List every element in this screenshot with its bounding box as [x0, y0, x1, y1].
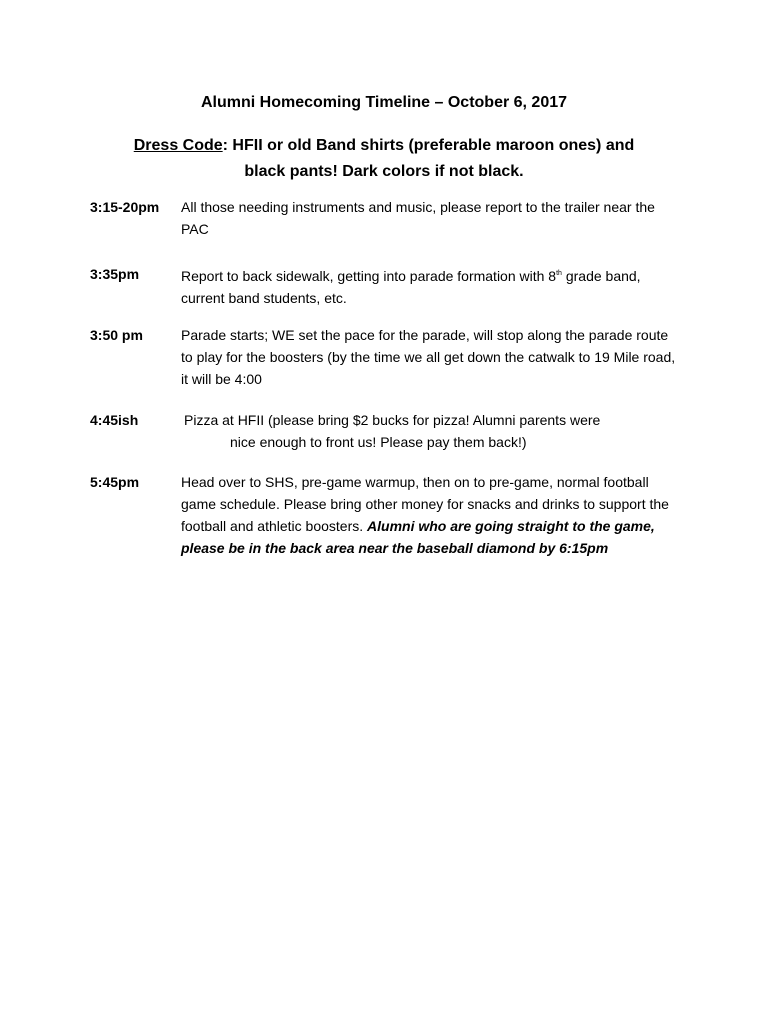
- entry-time: 5:45pm: [90, 474, 140, 490]
- entry-text-part: grade band, current band students, etc.: [181, 268, 641, 306]
- entry-text-part: Head over to SHS, pre-game warmup, then on to pre-game, normal football game schedule. Please bring other money for snacks and drinks to support the football and athletic boosters.: [181, 474, 669, 534]
- entry-description: [181, 471, 681, 559]
- entry-highlight: Alumni who are going straight to the game, please be in the back area near the baseball diamond by 6:15pm: [181, 518, 655, 556]
- dress-code-line1: : HFII or old Band shirts (preferable maroon ones) and: [222, 137, 635, 154]
- entry-description: All those needing instruments and music, please report to the trailer near the PAC: [181, 199, 655, 237]
- dress-code-label: Dress Code: [133, 137, 223, 154]
- ordinal-suffix: th: [556, 270, 562, 277]
- entry-time: 3:35pm: [90, 266, 140, 282]
- entry-line: Pizza at HFII (please bring $2 bucks for pizza! Alumni parents were: [184, 412, 601, 428]
- entry-time: 3:15-20pm: [90, 199, 160, 215]
- entry-time: 4:45ish: [90, 412, 139, 428]
- entry-text-part: Report to back sidewalk, getting into parade formation with 8: [181, 268, 557, 284]
- entry-description: [181, 263, 681, 309]
- dress-code: [100, 133, 668, 185]
- entry-time: 3:50 pm: [90, 327, 143, 343]
- dress-code-line2: black pants! Dark colors if not black.: [244, 163, 524, 180]
- entry-description: [184, 409, 684, 453]
- document-title: Alumni Homecoming Timeline – October 6, 2017: [200, 94, 568, 111]
- entry-line: nice enough to front us! Please pay them back!): [230, 434, 527, 450]
- entry-description: Parade starts; WE set the pace for the parade, will stop along the parade route to play for the boosters (by the time we all get down the catwalk to 19 Mile road, it will be 4:00: [181, 327, 676, 387]
